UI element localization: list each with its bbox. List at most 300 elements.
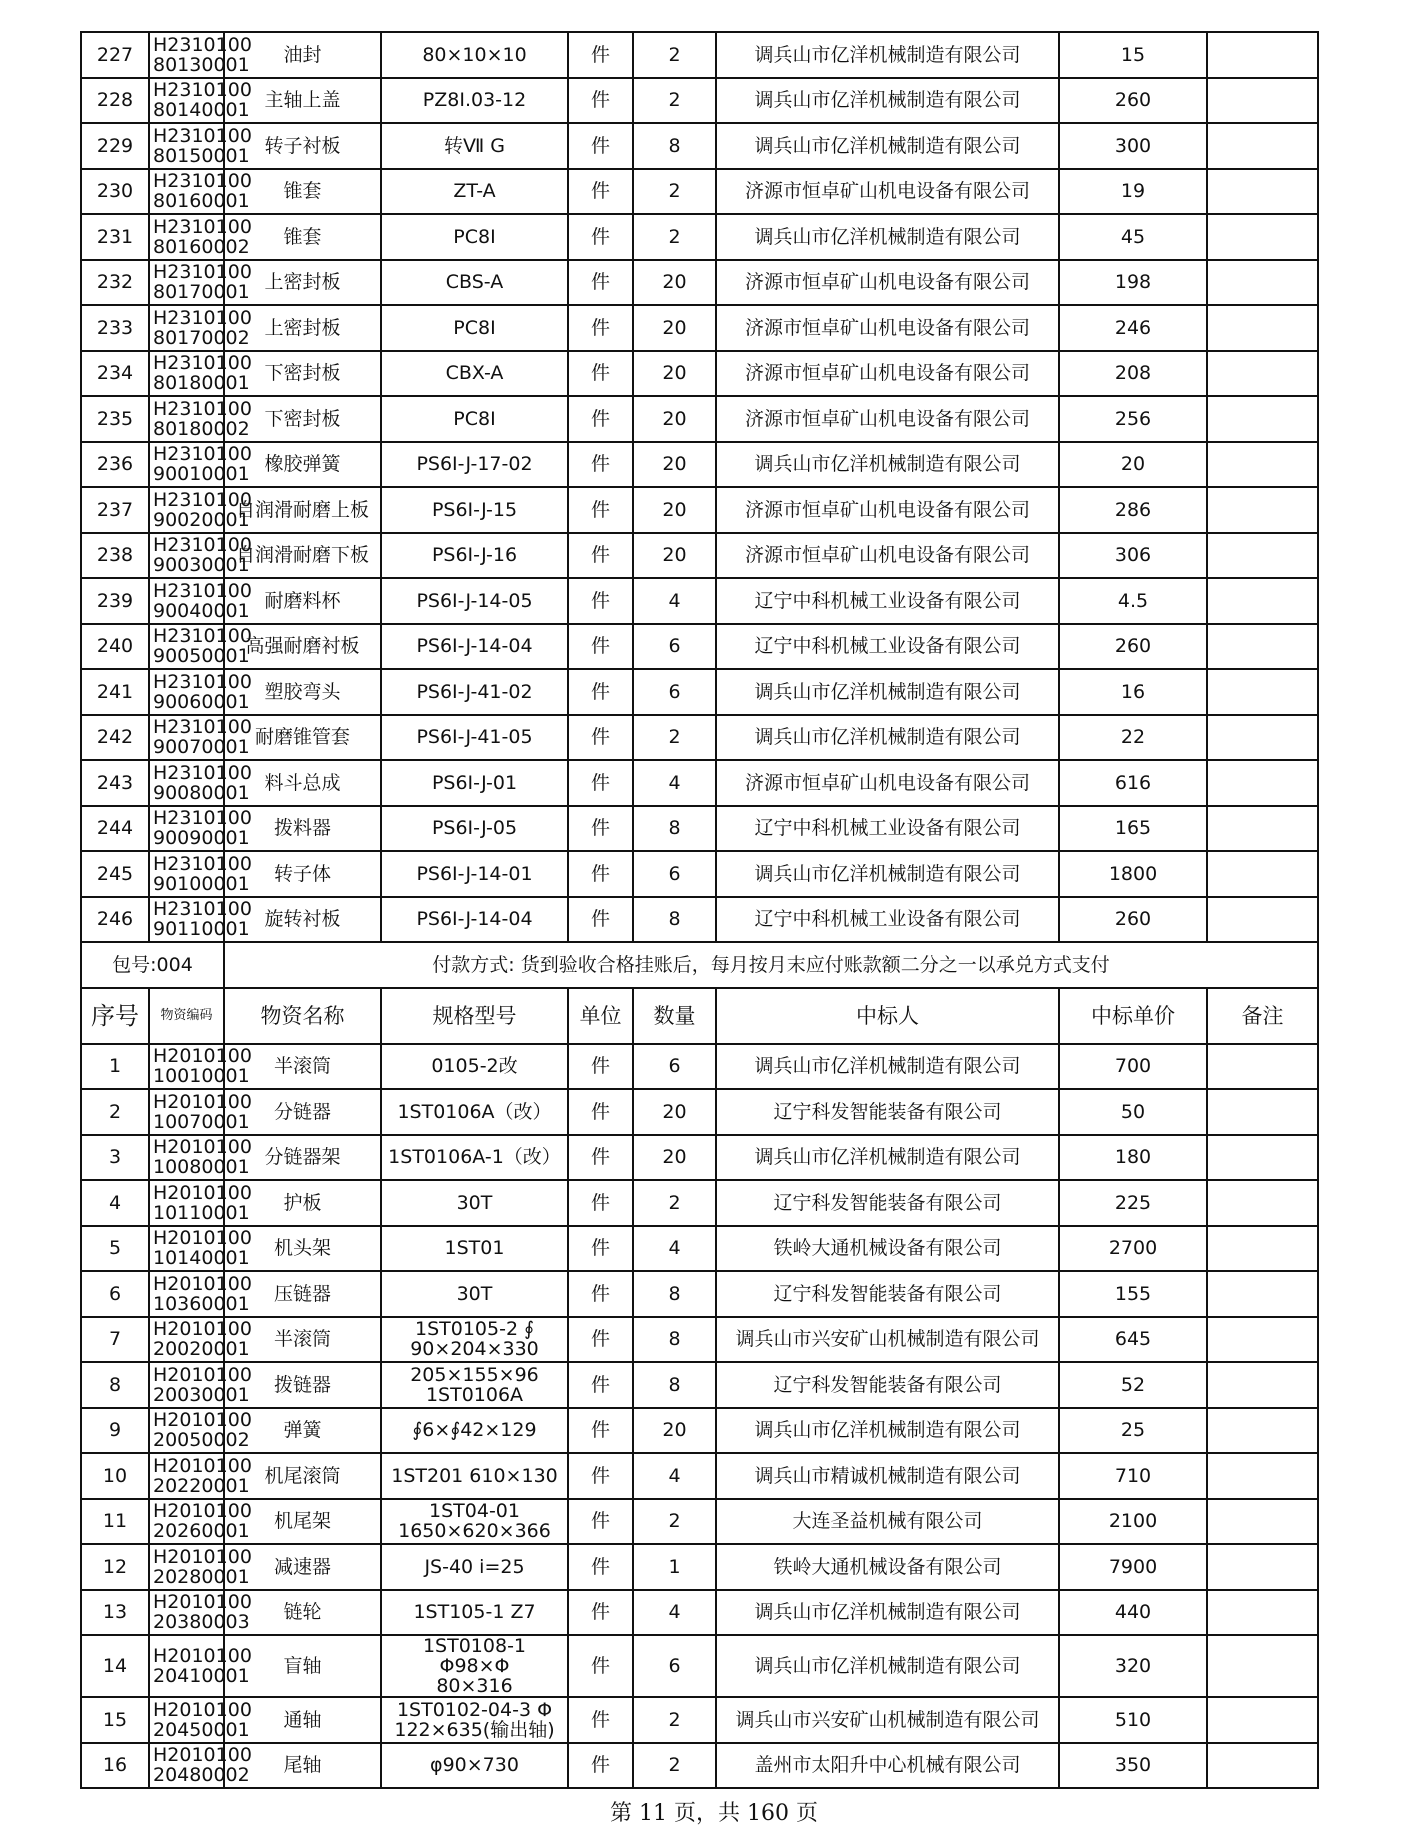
cell-note	[1207, 1499, 1318, 1545]
cell-qty: 4	[633, 1453, 716, 1499]
cell-spec: 1ST105-1 Z7	[381, 1590, 568, 1636]
cell-no: 239	[81, 578, 149, 624]
cell-name: 通轴	[224, 1697, 381, 1743]
cell-name: 链轮	[224, 1590, 381, 1636]
cell-unit: 件	[568, 1499, 633, 1545]
cell-no: 16	[81, 1743, 149, 1789]
table-row	[81, 851, 1318, 897]
cell-winner: 调兵山市亿洋机械制造有限公司	[716, 1408, 1059, 1454]
cell-code: H2310100 80180002	[149, 396, 224, 442]
cell-unit: 件	[568, 351, 633, 397]
cell-name: 转子衬板	[224, 123, 381, 169]
cell-note	[1207, 578, 1318, 624]
table-row	[81, 1362, 1318, 1408]
cell-unit: 件	[568, 214, 633, 260]
cell-unit: 件	[568, 1590, 633, 1636]
cell-winner: 辽宁中科机械工业设备有限公司	[716, 624, 1059, 670]
cell-price: 256	[1059, 396, 1207, 442]
cell-note	[1207, 214, 1318, 260]
cell-name: 料斗总成	[224, 760, 381, 806]
cell-unit: 件	[568, 1044, 633, 1090]
cell-price: 616	[1059, 760, 1207, 806]
table-row	[81, 32, 1318, 78]
cell-unit: 件	[568, 305, 633, 351]
cell-note	[1207, 897, 1318, 943]
table-row	[81, 1089, 1318, 1135]
cell-code: H2010100 20450001	[149, 1697, 224, 1743]
cell-winner: 辽宁科发智能装备有限公司	[716, 1089, 1059, 1135]
cell-qty: 4	[633, 578, 716, 624]
cell-unit: 件	[568, 396, 633, 442]
cell-qty: 8	[633, 1317, 716, 1363]
cell-winner: 辽宁科发智能装备有限公司	[716, 1180, 1059, 1226]
cell-no: 15	[81, 1697, 149, 1743]
cell-note	[1207, 123, 1318, 169]
cell-name: 自润滑耐磨上板	[224, 487, 381, 533]
cell-unit: 件	[568, 1635, 633, 1697]
cell-spec: PS6I-J-14-05	[381, 578, 568, 624]
cell-unit: 件	[568, 1544, 633, 1590]
header-spec: 规格型号	[381, 988, 568, 1044]
cell-note	[1207, 1226, 1318, 1272]
cell-note	[1207, 1697, 1318, 1743]
cell-no: 234	[81, 351, 149, 397]
table-row	[81, 760, 1318, 806]
cell-spec: PS6I-J-14-04	[381, 624, 568, 670]
table-row	[81, 715, 1318, 761]
cell-spec: 1ST0105-2 ∮ 90×204×330	[381, 1317, 568, 1363]
cell-unit: 件	[568, 715, 633, 761]
cell-unit: 件	[568, 1362, 633, 1408]
table-row	[81, 305, 1318, 351]
cell-spec: 1ST201 610×130	[381, 1453, 568, 1499]
cell-spec: φ90×730	[381, 1743, 568, 1789]
cell-name: 护板	[224, 1180, 381, 1226]
table-section-b	[81, 1044, 1318, 1789]
table-row	[81, 624, 1318, 670]
cell-qty: 6	[633, 1635, 716, 1697]
cell-note	[1207, 1044, 1318, 1090]
cell-no: 232	[81, 260, 149, 306]
cell-code: H2310100 90020001	[149, 487, 224, 533]
cell-note	[1207, 1453, 1318, 1499]
cell-note	[1207, 260, 1318, 306]
header-name: 物资名称	[224, 988, 381, 1044]
table-row	[81, 1743, 1318, 1789]
cell-code: H2310100 90110001	[149, 897, 224, 943]
cell-winner: 调兵山市亿洋机械制造有限公司	[716, 1135, 1059, 1181]
cell-no: 245	[81, 851, 149, 897]
cell-no: 231	[81, 214, 149, 260]
cell-no: 230	[81, 169, 149, 215]
cell-code: H2310100 90050001	[149, 624, 224, 670]
cell-note	[1207, 351, 1318, 397]
cell-qty: 2	[633, 1697, 716, 1743]
cell-winner: 济源市恒卓矿山机电设备有限公司	[716, 760, 1059, 806]
cell-price: 700	[1059, 1044, 1207, 1090]
cell-note	[1207, 487, 1318, 533]
cell-name: 减速器	[224, 1544, 381, 1590]
cell-price: 645	[1059, 1317, 1207, 1363]
cell-qty: 6	[633, 1044, 716, 1090]
cell-code: H2310100 80160001	[149, 169, 224, 215]
cell-price: 16	[1059, 669, 1207, 715]
cell-qty: 6	[633, 669, 716, 715]
cell-spec: PS6I-J-41-05	[381, 715, 568, 761]
cell-qty: 20	[633, 487, 716, 533]
cell-unit: 件	[568, 1317, 633, 1363]
cell-price: 22	[1059, 715, 1207, 761]
cell-qty: 2	[633, 1180, 716, 1226]
table-row	[81, 396, 1318, 442]
cell-name: 上密封板	[224, 260, 381, 306]
table-row	[81, 533, 1318, 579]
cell-spec: PZ8I.03-12	[381, 78, 568, 124]
cell-no: 7	[81, 1317, 149, 1363]
cell-name: 弹簧	[224, 1408, 381, 1454]
cell-name: 压链器	[224, 1271, 381, 1317]
cell-qty: 20	[633, 533, 716, 579]
cell-no: 238	[81, 533, 149, 579]
cell-name: 机尾滚筒	[224, 1453, 381, 1499]
table-row	[81, 260, 1318, 306]
cell-code: H2310100 80180001	[149, 351, 224, 397]
cell-winner: 调兵山市亿洋机械制造有限公司	[716, 78, 1059, 124]
cell-name: 分链器架	[224, 1135, 381, 1181]
cell-code: H2310100 90010001	[149, 442, 224, 488]
cell-code: H2010100 20020001	[149, 1317, 224, 1363]
table-row	[81, 1697, 1318, 1743]
cell-no: 243	[81, 760, 149, 806]
cell-price: 260	[1059, 897, 1207, 943]
cell-note	[1207, 1590, 1318, 1636]
cell-name: 半滚筒	[224, 1044, 381, 1090]
cell-note	[1207, 1271, 1318, 1317]
cell-spec: 30T	[381, 1271, 568, 1317]
cell-name: 下密封板	[224, 351, 381, 397]
cell-winner: 调兵山市亿洋机械制造有限公司	[716, 442, 1059, 488]
cell-spec: PC8I	[381, 305, 568, 351]
cell-unit: 件	[568, 442, 633, 488]
cell-price: 2700	[1059, 1226, 1207, 1272]
cell-qty: 4	[633, 1590, 716, 1636]
cell-code: H2010100 20280001	[149, 1544, 224, 1590]
cell-no: 237	[81, 487, 149, 533]
cell-name: 机尾架	[224, 1499, 381, 1545]
cell-note	[1207, 1180, 1318, 1226]
cell-code: H2010100 20380003	[149, 1590, 224, 1636]
cell-code: H2310100 80140001	[149, 78, 224, 124]
cell-winner: 调兵山市亿洋机械制造有限公司	[716, 851, 1059, 897]
cell-qty: 20	[633, 396, 716, 442]
table-row	[81, 1044, 1318, 1090]
cell-winner: 辽宁科发智能装备有限公司	[716, 1362, 1059, 1408]
cell-note	[1207, 533, 1318, 579]
cell-spec: PS6I-J-41-02	[381, 669, 568, 715]
cell-unit: 件	[568, 806, 633, 852]
cell-qty: 6	[633, 851, 716, 897]
cell-winner: 铁岭大通机械设备有限公司	[716, 1226, 1059, 1272]
cell-name: 自润滑耐磨下板	[224, 533, 381, 579]
cell-winner: 调兵山市亿洋机械制造有限公司	[716, 214, 1059, 260]
cell-spec: 80×10×10	[381, 32, 568, 78]
cell-price: 710	[1059, 1453, 1207, 1499]
cell-winner: 调兵山市亿洋机械制造有限公司	[716, 32, 1059, 78]
cell-unit: 件	[568, 533, 633, 579]
cell-unit: 件	[568, 1135, 633, 1181]
table-row	[81, 806, 1318, 852]
cell-code: H2310100 90080001	[149, 760, 224, 806]
cell-winner: 大连圣益机械有限公司	[716, 1499, 1059, 1545]
table-row	[81, 669, 1318, 715]
cell-qty: 20	[633, 351, 716, 397]
cell-code: H2310100 80170001	[149, 260, 224, 306]
cell-price: 1800	[1059, 851, 1207, 897]
cell-winner: 调兵山市兴安矿山机械制造有限公司	[716, 1697, 1059, 1743]
table-row	[81, 214, 1318, 260]
cell-no: 1	[81, 1044, 149, 1090]
cell-winner: 辽宁中科机械工业设备有限公司	[716, 806, 1059, 852]
cell-price: 286	[1059, 487, 1207, 533]
cell-spec: PS6I-J-14-01	[381, 851, 568, 897]
cell-name: 拨链器	[224, 1362, 381, 1408]
cell-note	[1207, 1317, 1318, 1363]
cell-unit: 件	[568, 169, 633, 215]
cell-note	[1207, 442, 1318, 488]
cell-unit: 件	[568, 123, 633, 169]
cell-price: 246	[1059, 305, 1207, 351]
table-row	[81, 487, 1318, 533]
cell-code: H2010100 20050002	[149, 1408, 224, 1454]
cell-note	[1207, 1362, 1318, 1408]
cell-winner: 调兵山市精诚机械制造有限公司	[716, 1453, 1059, 1499]
cell-no: 12	[81, 1544, 149, 1590]
cell-unit: 件	[568, 897, 633, 943]
cell-unit: 件	[568, 487, 633, 533]
cell-unit: 件	[568, 260, 633, 306]
cell-winner: 调兵山市兴安矿山机械制造有限公司	[716, 1317, 1059, 1363]
cell-note	[1207, 1635, 1318, 1697]
cell-winner: 调兵山市亿洋机械制造有限公司	[716, 1590, 1059, 1636]
cell-qty: 2	[633, 78, 716, 124]
cell-code: H2310100 80150001	[149, 123, 224, 169]
cell-qty: 2	[633, 715, 716, 761]
cell-price: 260	[1059, 78, 1207, 124]
cell-no: 229	[81, 123, 149, 169]
cell-no: 5	[81, 1226, 149, 1272]
cell-code: H2310100 90090001	[149, 806, 224, 852]
procurement-table	[80, 31, 1319, 1789]
cell-winner: 调兵山市亿洋机械制造有限公司	[716, 123, 1059, 169]
cell-spec: 1ST01	[381, 1226, 568, 1272]
cell-price: 45	[1059, 214, 1207, 260]
cell-price: 155	[1059, 1271, 1207, 1317]
cell-spec: JS-40 i=25	[381, 1544, 568, 1590]
cell-unit: 件	[568, 851, 633, 897]
package-row	[81, 942, 1318, 988]
cell-name: 半滚筒	[224, 1317, 381, 1363]
cell-price: 50	[1059, 1089, 1207, 1135]
cell-qty: 2	[633, 1499, 716, 1545]
cell-no: 228	[81, 78, 149, 124]
cell-no: 244	[81, 806, 149, 852]
cell-no: 6	[81, 1271, 149, 1317]
cell-qty: 20	[633, 1135, 716, 1181]
cell-winner: 调兵山市亿洋机械制造有限公司	[716, 669, 1059, 715]
cell-note	[1207, 1089, 1318, 1135]
cell-no: 2	[81, 1089, 149, 1135]
cell-unit: 件	[568, 578, 633, 624]
cell-code: H2010100 20480002	[149, 1743, 224, 1789]
cell-no: 10	[81, 1453, 149, 1499]
cell-no: 8	[81, 1362, 149, 1408]
cell-spec: ZT-A	[381, 169, 568, 215]
cell-winner: 辽宁中科机械工业设备有限公司	[716, 578, 1059, 624]
cell-no: 227	[81, 32, 149, 78]
cell-price: 180	[1059, 1135, 1207, 1181]
cell-spec: 1ST0102-04-3 Φ 122×635(输出轴)	[381, 1697, 568, 1743]
cell-spec: PS6I-J-15	[381, 487, 568, 533]
table-row	[81, 1590, 1318, 1636]
cell-spec: 转Ⅶ G	[381, 123, 568, 169]
cell-code: H2010100 10110001	[149, 1180, 224, 1226]
cell-name: 尾轴	[224, 1743, 381, 1789]
cell-spec: 1ST0108-1 Φ98×Φ 80×316	[381, 1635, 568, 1697]
cell-no: 235	[81, 396, 149, 442]
cell-winner: 济源市恒卓矿山机电设备有限公司	[716, 487, 1059, 533]
cell-note	[1207, 715, 1318, 761]
table-row	[81, 1453, 1318, 1499]
cell-winner: 辽宁科发智能装备有限公司	[716, 1271, 1059, 1317]
cell-name: 锥套	[224, 214, 381, 260]
cell-name: 旋转衬板	[224, 897, 381, 943]
cell-no: 246	[81, 897, 149, 943]
cell-spec: PS6I-J-01	[381, 760, 568, 806]
header-winner: 中标人	[716, 988, 1059, 1044]
cell-note	[1207, 1743, 1318, 1789]
cell-code: H2310100 90070001	[149, 715, 224, 761]
table-row	[81, 123, 1318, 169]
cell-name: 上密封板	[224, 305, 381, 351]
cell-price: 300	[1059, 123, 1207, 169]
cell-qty: 2	[633, 1743, 716, 1789]
cell-unit: 件	[568, 1180, 633, 1226]
cell-note	[1207, 1135, 1318, 1181]
cell-price: 165	[1059, 806, 1207, 852]
cell-qty: 20	[633, 1089, 716, 1135]
cell-price: 198	[1059, 260, 1207, 306]
cell-no: 4	[81, 1180, 149, 1226]
cell-code: H2010100 10010001	[149, 1044, 224, 1090]
cell-qty: 2	[633, 32, 716, 78]
cell-name: 锥套	[224, 169, 381, 215]
cell-code: H2010100 10080001	[149, 1135, 224, 1181]
cell-price: 350	[1059, 1743, 1207, 1789]
cell-name: 机头架	[224, 1226, 381, 1272]
cell-unit: 件	[568, 1089, 633, 1135]
cell-name: 耐磨锥管套	[224, 715, 381, 761]
package-section	[81, 942, 1318, 1044]
table-row	[81, 1271, 1318, 1317]
cell-no: 240	[81, 624, 149, 670]
cell-winner: 济源市恒卓矿山机电设备有限公司	[716, 169, 1059, 215]
cell-spec: 1ST04-01 1650×620×366	[381, 1499, 568, 1545]
cell-code: H2310100 80130001	[149, 32, 224, 78]
cell-winner: 铁岭大通机械设备有限公司	[716, 1544, 1059, 1590]
cell-price: 510	[1059, 1697, 1207, 1743]
cell-code: H2010100 20410001	[149, 1635, 224, 1697]
cell-winner: 调兵山市亿洋机械制造有限公司	[716, 1635, 1059, 1697]
cell-code: H2310100 80160002	[149, 214, 224, 260]
cell-code: H2010100 20030001	[149, 1362, 224, 1408]
cell-qty: 20	[633, 260, 716, 306]
cell-code: H2010100 20220001	[149, 1453, 224, 1499]
table-row	[81, 1135, 1318, 1181]
cell-qty: 1	[633, 1544, 716, 1590]
payment-terms: 付款方式: 货到验收合格挂账后，每月按月末应付账款额二分之一以承兑方式支付	[224, 942, 1318, 988]
cell-qty: 8	[633, 806, 716, 852]
cell-name: 油封	[224, 32, 381, 78]
cell-note	[1207, 396, 1318, 442]
cell-spec: PS6I-J-14-04	[381, 897, 568, 943]
table-row	[81, 897, 1318, 943]
cell-name: 拨料器	[224, 806, 381, 852]
cell-price: 25	[1059, 1408, 1207, 1454]
cell-spec: PC8I	[381, 214, 568, 260]
cell-code: H2310100 80170002	[149, 305, 224, 351]
table-row	[81, 1544, 1318, 1590]
cell-price: 306	[1059, 533, 1207, 579]
cell-unit: 件	[568, 669, 633, 715]
cell-spec: ∮6×∮42×129	[381, 1408, 568, 1454]
header-price: 中标单价	[1059, 988, 1207, 1044]
cell-qty: 2	[633, 214, 716, 260]
cell-qty: 20	[633, 305, 716, 351]
cell-note	[1207, 1544, 1318, 1590]
cell-qty: 4	[633, 760, 716, 806]
cell-name: 橡胶弹簧	[224, 442, 381, 488]
table-row	[81, 169, 1318, 215]
cell-price: 19	[1059, 169, 1207, 215]
cell-spec: PS6I-J-05	[381, 806, 568, 852]
cell-spec: PS6I-J-17-02	[381, 442, 568, 488]
cell-price: 225	[1059, 1180, 1207, 1226]
cell-no: 11	[81, 1499, 149, 1545]
cell-price: 4.5	[1059, 578, 1207, 624]
table-row	[81, 1226, 1318, 1272]
cell-unit: 件	[568, 32, 633, 78]
cell-spec: 30T	[381, 1180, 568, 1226]
cell-price: 52	[1059, 1362, 1207, 1408]
cell-spec: PC8I	[381, 396, 568, 442]
cell-code: H2310100 90040001	[149, 578, 224, 624]
cell-winner: 济源市恒卓矿山机电设备有限公司	[716, 305, 1059, 351]
cell-price: 208	[1059, 351, 1207, 397]
cell-name: 塑胶弯头	[224, 669, 381, 715]
cell-unit: 件	[568, 1697, 633, 1743]
cell-winner: 调兵山市亿洋机械制造有限公司	[716, 715, 1059, 761]
cell-qty: 8	[633, 123, 716, 169]
cell-price: 7900	[1059, 1544, 1207, 1590]
cell-no: 9	[81, 1408, 149, 1454]
header-code: 物资编码	[149, 988, 224, 1044]
cell-spec: 1ST0106A-1（改）	[381, 1135, 568, 1181]
cell-winner: 济源市恒卓矿山机电设备有限公司	[716, 396, 1059, 442]
cell-name: 分链器	[224, 1089, 381, 1135]
cell-unit: 件	[568, 1408, 633, 1454]
cell-note	[1207, 305, 1318, 351]
table-row	[81, 351, 1318, 397]
